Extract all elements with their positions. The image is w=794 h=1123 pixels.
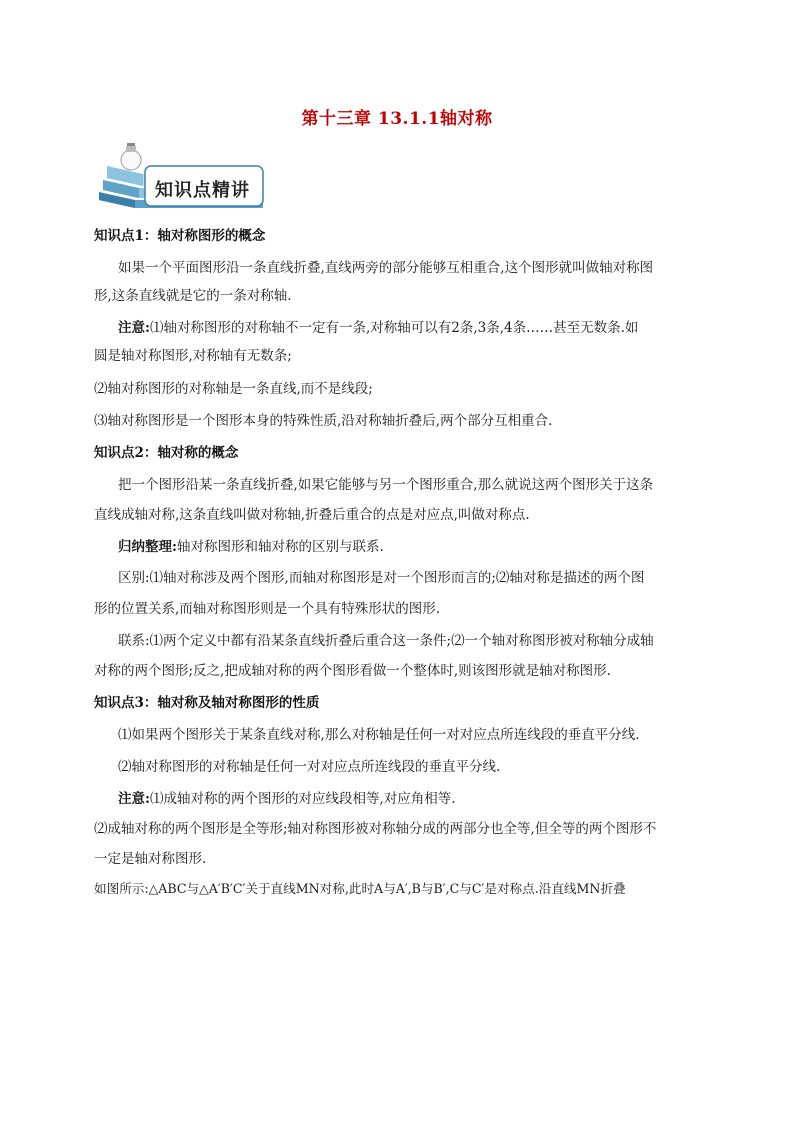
k1-line-1: 如果一个平面图形沿一条直线折叠,直线两旁的部分能够互相重合,这个图形就叫做轴对称图 <box>118 260 654 276</box>
k1-line-5: ⑵轴对称图形的对称轴是一条直线,而不是线段; <box>94 381 373 397</box>
k2-line-4: 区别:⑴轴对称涉及两个图形,而轴对称图形是对一个图形而言的;⑵轴对称是描述的两个图 <box>118 570 645 586</box>
k3-line-5: 一定是轴对称图形. <box>94 851 207 867</box>
k2-line-6: 联系:⑴两个定义中都有沿某条直线折叠后重合这一条件;⑵一个轴对称图形被对称轴分成轴 <box>118 633 654 649</box>
heading-k3: 知识点3：轴对称及轴对称图形的性质 <box>94 695 320 711</box>
section-banner <box>95 142 265 212</box>
note-label: 注意: <box>118 791 150 807</box>
banner-label: 知识点精讲 <box>155 180 250 201</box>
k1-line-4: 圆是轴对称图形,对称轴有无数条; <box>94 348 292 364</box>
k2-line-3: 轴对称图形和轴对称的区别与联系. <box>176 539 384 555</box>
k3-line-6: 如图所示:△ABC与△A′B′C′关于直线MN对称,此时A与A′,B与B′,C与C′是对称点.沿直线MN折叠 <box>94 881 626 896</box>
k2-line-1: 把一个图形沿某一条直线折叠,如果它能够与另一个图形重合,那么就说这两个图形关于这条 <box>118 477 654 493</box>
k3-line-4: ⑵成轴对称的两个图形是全等形;轴对称图形被对称轴分成的两部分也全等,但全等的两个图形不 <box>94 821 657 837</box>
k3-line-3: ⑴成轴对称的两个图形的对应线段相等,对应角相等. <box>149 791 456 807</box>
k3-note <box>118 793 728 807</box>
note-label: 注意: <box>118 320 150 336</box>
k1-line-2: 形,这条直线就是它的一条对称轴. <box>94 288 292 304</box>
k1-line-3: ⑴轴对称图形的对称轴不一定有一条,对称轴可以有2条,3条,4条……甚至无数条.如 <box>149 320 639 336</box>
k1-line-6: ⑶轴对称图形是一个图形本身的特殊性质,沿对称轴折叠后,两个部分互相重合. <box>94 413 553 429</box>
k2-line-7: 对称的两个图形;反之,把成轴对称的两个图形看做一个整体时,则该图形就是轴对称图形. <box>94 663 611 679</box>
heading-k1: 知识点1：轴对称图形的概念 <box>94 228 266 244</box>
k3-line-2: ⑵轴对称图形的对称轴是任何一对对应点所连线段的垂直平分线. <box>118 759 501 775</box>
k3-line-1: ⑴如果两个图形关于某条直线对称,那么对称轴是任何一对对应点所连线段的垂直平分线. <box>118 727 640 743</box>
k1-note <box>118 322 728 336</box>
page-title: 第十三章 13.1.1轴对称 <box>301 109 493 129</box>
heading-k2: 知识点2：轴对称的概念 <box>94 445 239 461</box>
k2-summary <box>118 541 728 555</box>
k2-line-2: 直线成轴对称,这条直线叫做对称轴,折叠后重合的点是对应点,叫做对称点. <box>94 507 530 523</box>
k2-line-5: 形的位置关系,而轴对称图形则是一个具有特殊形状的图形. <box>94 601 441 617</box>
summary-label: 归纳整理: <box>118 539 177 555</box>
